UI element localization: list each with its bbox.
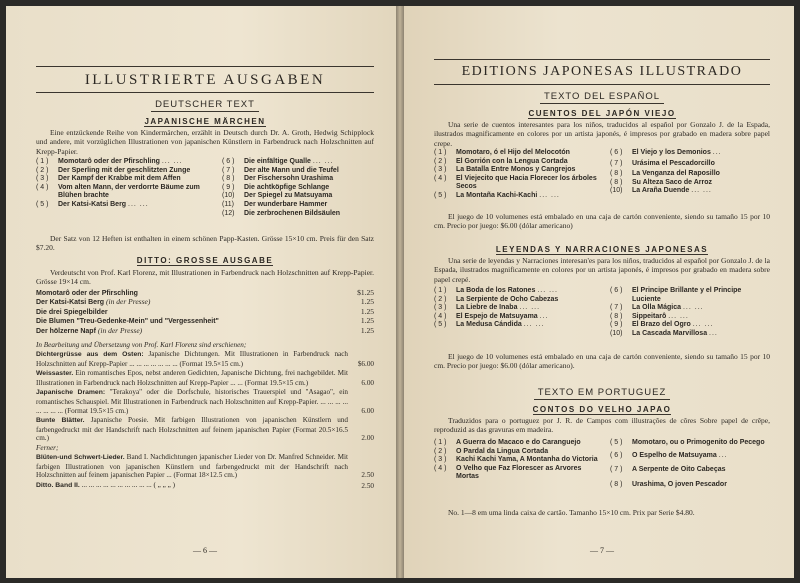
list-item: ( 8 ) Sippeitarô ... ... xyxy=(610,312,689,320)
story-list-left-column xyxy=(434,439,604,482)
list-item: ( 7 ) Der alte Mann und die Teufel xyxy=(222,166,339,174)
section-footer: Der Satz von 12 Heften ist enthalten in einem schönen Papp-Kasten. Grösse 15×10 cm. Preis für den Satz $7.20. xyxy=(36,234,374,253)
publication-entry: Weissaster. Ein romantisches Epos, nebst anderen Gedichten, Japanische Dichtung, frei nachgebildet. Mit Illustrationen in Farbendruck nach Holzschnitten auf Krepp-Papier ... ... (Format 19.5×15 cm.) 6.00 xyxy=(36,369,374,387)
section-intro: Una serie de cuentos interesantes para los niños, traducidos al español por Gonzalo J. de la Espada, ilustrados magnificamente en colores por un artista japonés, é impresos por grabado en madera sobre papel crepe. xyxy=(434,120,770,148)
left-subtitle: DEUTSCHER TEXT xyxy=(36,99,374,110)
list-item: ( 7 ) La Olla Mágica ... ... xyxy=(610,304,704,312)
list-item: ( 3 ) La Liebre de Inaba ... ... xyxy=(434,304,541,312)
section-intro: Verdeutscht von Prof. Karl Florenz, mit Illustrationen in Farbendruck nach Holzschnitten auf Krepp-Papier. Grösse 19×14 cm. xyxy=(36,268,374,287)
title-rule-bottom xyxy=(36,92,374,93)
list-item: (10) La Cascada Marvillosa ... xyxy=(610,329,718,337)
left-page-title: ILLUSTRIERTE AUSGABEN xyxy=(84,72,326,88)
ferner-label: Ferner; xyxy=(36,443,59,452)
story-list xyxy=(434,439,770,505)
price-row: Momotarô oder der Pfirschling $1.25 xyxy=(36,288,374,297)
price-list xyxy=(36,289,374,336)
story-list-right-column xyxy=(610,439,770,489)
page-number-right: — 7 — xyxy=(590,546,614,555)
list-item: ( 5 ) La Medusa Cándida ... ... xyxy=(434,321,545,329)
list-item: ( 8 ) Urashima, O joven Pescador xyxy=(610,480,727,488)
section-heading-cuentos: CUENTOS DEL JAPÓN VIEJO xyxy=(528,109,676,118)
list-item: ( 7 ) Urásima el Pescadorcillo xyxy=(610,159,715,167)
title-rule-bottom xyxy=(434,84,770,85)
publication-entry: Japanische Dramen: "Terakoya" oder die Dorfschule, historisches Trauerspiel und "Asagao", ein romantisches Schauspiel. Mit Illustrationen in Farbendruck nach Holzschnitten auf Krepp-Papier. ... ... ... ... ... ... ... ... (Format 19.5×15 cm.) 6.00 xyxy=(36,388,374,415)
page-number-left: — 6 — xyxy=(193,546,217,555)
story-list-left-column xyxy=(434,287,604,330)
list-item: (10) Der Spiegel zu Matsuyama xyxy=(222,192,333,200)
list-item: ( 1 ) A Guerra do Macaco e do Caranguejo xyxy=(434,439,581,446)
right-page-title: EDITIONS JAPONESAS ILLUSTRADO xyxy=(461,64,743,79)
list-item: ( 5 ) La Montaña Kachi-Kachi ... ... xyxy=(434,191,560,199)
section-heading-japanische-maerchen: JAPANISCHE MÄRCHEN xyxy=(144,117,266,126)
section-footer: El juego de 10 volumenes está embalado en una caja de cartón conveniente, siendo su tamaño 15 por 10 cm. Precio por juego: $6.00 (dólar americano). xyxy=(434,352,770,371)
list-item: (11) Der wunderbare Hammer xyxy=(222,200,328,208)
list-item: ( 3 ) Kachi Kachi Yama, A Montanha do Victoria xyxy=(434,456,598,464)
list-item: ( 2 ) O Pardal da Lingua Cortada xyxy=(434,447,549,455)
list-item: ( 5 ) Momotaro, ou o Primogenito do Pecego xyxy=(610,439,765,446)
section-intro: Traduzidos para o portuguez por J. R. de Campos com illustrações de côres Sobre papel de crêpe, reproduzid as das gravuras em madeira. xyxy=(434,416,770,435)
publication-entry: Ditto. Band II. ... ... ... ... ... ... ... ... ... ... ( „ „ „ ) 2.50 xyxy=(36,480,374,490)
price-row: Die Blumen "Treu-Gedenke-Mein" und "Vergessenheit" 1.25 xyxy=(36,316,374,326)
list-item: ( 2 ) La Serpiente de Ocho Cabezas xyxy=(434,295,559,303)
left-page xyxy=(6,6,396,578)
list-item: ( 5 ) Der Katsi-Katsi Berg ... ... xyxy=(36,200,149,208)
list-item: ( 2 ) Der Sperling mit der geschlitzten Zunge xyxy=(36,166,191,174)
list-item: ( 9 ) El Brazo del Ogro ... ... xyxy=(610,321,714,329)
section-intro: Una serie de leyendas y Narraciones interesan'es para los niños, traducidos al español por Gonzalo J. de la Espada, ilustrados magnificamente en colores por un artista japonés, é impresos por grabado en madera sobre papel crepé. xyxy=(434,256,770,284)
publication-entry: Blüten-und Schwert-Lieder. Band I. Nachdichtungen japanischer Lieder von Dr. Manfred Schneider. Mit farbigen Illustrationen von japanischen Künstlern und farbengedruckt mit der Handschrift nach Holzschnitten auf feinem japanischen Papier ... (Format 18×12.5 cm.) 2.50 xyxy=(36,452,374,480)
story-list xyxy=(36,158,374,232)
publication-entry: Bunte Blätter. Japanische Poesie. Mit farbigen Illustrationen von japanischen Künstlern und farbengedruckt mit der Handschrift nach Holzschnitten auf feinem japanischen Papier (Format 20.5×16.5 cm.) 2.00 xyxy=(36,416,374,443)
publication-entry: Dichtergrüsse aus dem Osten: Japanische Dichtungen. Mit Illustrationen in Farbendruck nach Holzschnitten auf Krepp-Papier ... ... ... ... ... ... ... (Format 19.5×15 cm.) $6.00 xyxy=(36,350,374,368)
story-list-left-column xyxy=(434,149,604,201)
list-item: ( 3 ) Der Kampf der Krabbe mit dem Affen xyxy=(36,175,181,183)
list-item: ( 6 ) El Principe Brillante y el Principe Luciente xyxy=(610,287,742,303)
list-item: ( 3 ) La Batalla Entre Monos y Cangrejos xyxy=(434,166,576,174)
section-heading-contos: CONTOS DO VELHO JAPAO xyxy=(532,405,672,414)
list-item: ( 6 ) O Espelho de Matsuyama ... xyxy=(610,451,728,459)
right-subtitle-spanish: TEXTO DEL ESPAÑOL xyxy=(434,91,770,102)
list-item: ( 4 ) El Viejecito que Hacia Florecer los árboles Secos xyxy=(434,174,597,191)
list-item: ( 2 ) El Gorrión con la Lengua Cortada xyxy=(434,157,568,165)
book-gutter xyxy=(396,6,404,578)
list-item: ( 9 ) Die achtköpfige Schlange xyxy=(222,183,330,191)
story-list-right-column xyxy=(610,287,770,339)
list-item: ( 6 ) Die einfältige Qualle ... ... xyxy=(222,158,334,165)
story-list-left-column xyxy=(36,158,214,210)
list-item: ( 1 ) Momotaro, ó el Hijo del Melocotón xyxy=(434,149,570,156)
section-heading-leyendas: LEYENDAS Y NARRACIONES JAPONESAS xyxy=(495,245,709,254)
list-item: ( 6 ) El Viejo y los Demonios ... xyxy=(610,149,722,156)
florenz-publications xyxy=(36,341,374,491)
list-item: ( 4 ) Vom alten Mann, der verdorrte Bäume zum Blühen brachte xyxy=(36,183,200,200)
price-row: Der Katsi-Katsi Berg (in der Presse) 1.25 xyxy=(36,297,374,307)
publications-note: In Bearbeitung und Übersetzung von Prof. Karl Florenz sind erschienen; xyxy=(36,341,247,349)
story-list xyxy=(434,287,770,347)
list-item: ( 1 ) Momotarô oder der Pfirschling ... ... xyxy=(36,158,183,165)
title-rule-top xyxy=(36,66,374,67)
section-footer: No. 1—8 em uma linda caixa de cartão. Tamanho 15×10 cm. Prix par Serie $4.80. xyxy=(448,508,695,517)
list-item: ( 8 ) Su Alteza Saco de Arroz xyxy=(610,178,713,186)
list-item: ( 7 ) A Serpente de Oito Cabeças xyxy=(610,466,726,474)
price-row: Die drei Spiegelbilder 1.25 xyxy=(36,306,374,316)
list-item: (10) La Araña Duende ... ... xyxy=(610,187,712,195)
list-item: ( 4 ) El Espejo de Matsuyama ... xyxy=(434,312,549,320)
story-list-right-column xyxy=(610,149,770,196)
title-rule-top xyxy=(434,59,770,60)
list-item: ( 8 ) Der Fischersohn Urashima xyxy=(222,175,334,183)
section-heading-grosse-ausgabe: DITTO: GROSSE AUSGABE xyxy=(136,256,274,265)
list-item: ( 8 ) La Venganza del Raposillo xyxy=(610,170,720,178)
right-page xyxy=(404,6,794,578)
story-list-right-column xyxy=(222,158,374,218)
right-subtitle-portuguese: TEXTO EM PORTUGUEZ xyxy=(434,387,770,398)
list-item: ( 4 ) O Velho que Faz Florescer as Arvores Mortas xyxy=(434,464,582,481)
story-list xyxy=(434,149,770,209)
list-item: (12) Die zerbrochenen Bildsäulen xyxy=(222,209,341,217)
list-item: ( 1 ) La Boda de los Ratones ... ... xyxy=(434,287,558,294)
section-intro: Eine entzückende Reihe von Kindermärchen, erzählt in Deutsch durch Dr. A. Groth, Hedwig Schipplock und andere, mit vorzüglichen Illustrationen von japanischen Künstlern in Farbendruck nach Holzschnitten auf Krepp-Papier. xyxy=(36,128,374,156)
price-row: Der hölzerne Napf (in der Presse) 1.25 xyxy=(36,325,374,335)
section-footer: El juego de 10 volumenes está embalado en una caja de cartón conveniente, siendo su tamaño 15 por 10 cm. Precio por juego: $6.00 (dólar americano) xyxy=(434,212,770,231)
